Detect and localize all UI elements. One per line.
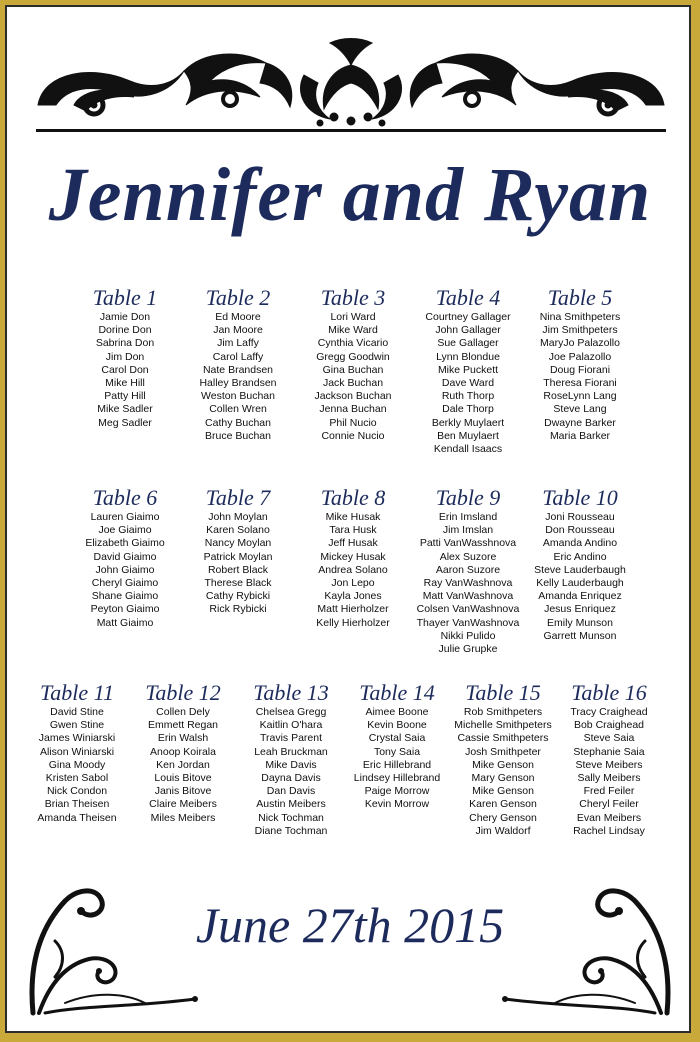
guest-name: Jeff Husak [328, 537, 378, 550]
guest-name: Nick Tochman [258, 811, 324, 824]
table-label: Table 1 [92, 285, 158, 310]
guest-name: Lynn Blondue [436, 350, 500, 363]
guest-name: Weston Buchan [201, 390, 275, 403]
guest-name: Erin Walsh [157, 732, 209, 745]
guest-name: Jim Laffy [217, 337, 259, 350]
guest-name: Rachel Lindsay [573, 824, 645, 837]
guest-name: Kristen Sabol [45, 772, 109, 785]
guest-name: Halley Brandsen [199, 377, 277, 390]
guest-name: Karen Genson [469, 798, 537, 811]
guest-name: Dwayne Barker [544, 416, 616, 429]
guest-name: Joe Palazollo [548, 350, 612, 363]
guest-name: Kelly Lauderbaugh [536, 577, 624, 590]
table-12-block [127, 680, 239, 825]
guest-name: Mike Davis [265, 758, 317, 771]
guest-name: Nick Condon [46, 785, 108, 798]
guest-name: Kevin Morrow [364, 798, 430, 811]
guest-name: Jesus Enriquez [544, 603, 616, 616]
guest-name: Don Rousseau [545, 524, 615, 537]
guest-name: Erin Imsland [438, 511, 498, 523]
table-label: Table 8 [320, 485, 386, 510]
guest-name: Eric Hillebrand [362, 758, 432, 771]
guest-name: Patti VanWasshnova [419, 537, 517, 550]
guest-name: Lauren Giaimo [90, 511, 160, 523]
guest-name: Rob Smithpeters [463, 706, 543, 718]
table-5-block [517, 285, 643, 443]
guest-name: Chelsea Gregg [255, 706, 327, 718]
guest-name: Nina Smithpeters [539, 311, 621, 323]
guest-name: Jack Buchan [322, 377, 384, 390]
table-label: Table 12 [145, 680, 221, 705]
guest-name: Dale Thorp [442, 403, 494, 416]
guest-name: Jamie Don [99, 311, 151, 323]
seating-chart-page [5, 5, 691, 1033]
guest-name: Ken Jordan [156, 758, 210, 771]
guest-name: Mike Hill [105, 377, 145, 390]
guest-name: Jon Lepo [331, 577, 375, 590]
table-label: Table 10 [542, 485, 618, 510]
table-label: Table 7 [205, 485, 271, 510]
guest-name: Mary Genson [471, 772, 535, 785]
guest-name: Cathy Buchan [205, 416, 271, 429]
table-2-block [175, 285, 301, 443]
guest-name: Gwen Stine [49, 719, 105, 732]
guest-name: Josh Smithpeter [465, 745, 541, 758]
guest-name: MaryJo Palazollo [540, 337, 620, 350]
guest-list [21, 706, 133, 825]
guest-name: Peyton Giaimo [90, 603, 160, 616]
guest-name: Nancy Moylan [204, 537, 272, 550]
table-label: Table 13 [253, 680, 329, 705]
table-16-block [553, 680, 665, 838]
table-7-block [175, 485, 301, 617]
guest-name: Mickey Husak [320, 550, 386, 563]
guest-name: Shane Giaimo [91, 590, 159, 603]
guest-name: Travis Parent [259, 732, 323, 745]
top-flourish-ornament [34, 35, 668, 135]
guest-name: Connie Nucio [321, 429, 385, 442]
guest-name: Dave Ward [441, 377, 495, 390]
guest-name: Patrick Moylan [203, 550, 273, 563]
table-label: Table 9 [435, 485, 501, 510]
guest-name: Evan Meibers [576, 811, 642, 824]
guest-name: Matt Hierholzer [317, 603, 389, 616]
table-8-block [290, 485, 416, 630]
guest-name: Collen Wren [209, 403, 267, 416]
guest-name: Sabrina Don [95, 337, 155, 350]
guest-name: Gina Moody [48, 758, 106, 771]
table-label: Table 14 [359, 680, 435, 705]
guest-name: Thayer VanWashnova [416, 616, 520, 629]
guest-name: Rick Rybicki [209, 603, 267, 616]
guest-name: Julie Grupke [438, 643, 498, 656]
guest-name: Joe Giaimo [98, 524, 152, 537]
couple-names-title: Jennifer and Ryan [48, 153, 652, 237]
guest-name: David Stine [50, 706, 104, 718]
guest-name: Jenna Buchan [319, 403, 387, 416]
guest-name: Stephanie Saia [573, 745, 645, 758]
guest-name: RoseLynn Lang [543, 390, 617, 403]
guest-name: Mike Ward [328, 324, 378, 337]
guest-name: Cathy Rybicki [205, 590, 271, 603]
guest-name: Miles Meibers [150, 811, 216, 824]
guest-name: Colsen VanWashnova [416, 603, 520, 616]
guest-list [290, 511, 416, 630]
guest-list [235, 706, 347, 838]
guest-name: Crystal Saia [368, 732, 426, 745]
guest-name: Kayla Jones [324, 590, 382, 603]
guest-name: Patty Hill [104, 390, 146, 403]
guest-name: Elizabeth Giaimo [85, 537, 165, 550]
table-13-block [235, 680, 347, 838]
guest-name: Andrea Solano [318, 563, 388, 576]
guest-name: John Moylan [208, 511, 268, 523]
guest-list [175, 511, 301, 617]
guest-name: Gregg Goodwin [316, 350, 390, 363]
guest-name: Theresa Fiorani [543, 377, 617, 390]
guest-name: Janis Bitove [154, 785, 212, 798]
guest-list [405, 311, 531, 456]
table-14-block [341, 680, 453, 812]
guest-name: Lindsey Hillebrand [353, 772, 441, 785]
guest-name: Eric Andino [553, 550, 607, 563]
guest-name: Bob Craighead [573, 719, 645, 732]
guest-name: Jim Waldorf [475, 824, 531, 837]
guest-name: Brian Theisen [44, 798, 110, 811]
guest-name: Jan Moore [213, 324, 263, 337]
wedding-date: June 27th 2015 [195, 897, 505, 953]
guest-name: Steve Lang [553, 403, 607, 416]
guest-name: Kendall Isaacs [433, 443, 503, 456]
guest-name: Kevin Boone [367, 719, 427, 732]
guest-name: Claire Meibers [149, 798, 217, 811]
guest-name: Gina Buchan [322, 363, 384, 376]
guest-name: John Gallager [435, 324, 501, 337]
guest-list [517, 311, 643, 443]
guest-name: Dayna Davis [261, 772, 321, 785]
guest-name: Ben Muylaert [437, 429, 499, 442]
guest-name: Joni Rousseau [545, 511, 615, 523]
guest-list [553, 706, 665, 838]
guest-name: Alex Suzore [439, 550, 497, 563]
guest-name: Chery Genson [469, 811, 537, 824]
guest-name: Tracy Craighead [570, 706, 648, 718]
table-9-block [405, 485, 531, 656]
guest-name: Cheryl Giaimo [91, 577, 159, 590]
table-label: Table 4 [435, 285, 501, 310]
guest-name: Carol Don [101, 363, 149, 376]
table-6-block [62, 485, 188, 630]
guest-name: Tony Saia [373, 745, 421, 758]
guest-name: Mike Sadler [97, 403, 153, 416]
table-4-block [405, 285, 531, 456]
guest-name: David Giaimo [93, 550, 157, 563]
guest-list [405, 511, 531, 656]
table-15-block [447, 680, 559, 838]
table-3-block [290, 285, 416, 443]
guest-name: Anoop Koirala [150, 745, 216, 758]
guest-list [517, 511, 643, 643]
guest-name: Mike Puckett [437, 363, 499, 376]
guest-name: Fred Feiler [583, 785, 635, 798]
guest-name: Karen Solano [206, 524, 270, 537]
guest-name: Mike Genson [472, 785, 534, 798]
guest-name: Matt Giaimo [96, 616, 154, 629]
guest-list [62, 511, 188, 630]
guest-name: James Winiarski [38, 732, 116, 745]
guest-list [127, 706, 239, 825]
guest-name: Garrett Munson [543, 629, 617, 642]
guest-name: Steve Meibers [575, 758, 643, 771]
table-label: Table 15 [465, 680, 541, 705]
guest-name: Dorine Don [98, 324, 152, 337]
guest-name: Jackson Buchan [314, 390, 392, 403]
guest-list [175, 311, 301, 443]
guest-name: Kaitlin O'hara [259, 719, 323, 732]
guest-name: Nikki Pulido [440, 629, 496, 642]
guest-name: Aaron Suzore [435, 563, 501, 576]
guest-name: Cynthia Vicario [317, 337, 389, 350]
guest-name: Nate Brandsen [202, 363, 274, 376]
guest-name: Emmett Regan [147, 719, 219, 732]
guest-name: Courtney Gallager [425, 311, 511, 323]
guest-name: Berkly Muylaert [431, 416, 505, 429]
guest-name: Amanda Theisen [37, 811, 117, 824]
guest-name: John Giaimo [95, 563, 155, 576]
guest-list [447, 706, 559, 838]
guest-name: Ray VanWashnova [423, 577, 513, 590]
guest-name: Tara Husk [329, 524, 377, 537]
guest-name: Leah Bruckman [254, 745, 328, 758]
guest-name: Sally Meibers [577, 772, 641, 785]
table-label: Table 16 [571, 680, 647, 705]
guest-name: Jim Don [105, 350, 145, 363]
guest-name: Steve Lauderbaugh [534, 563, 626, 576]
guest-name: Mike Husak [325, 511, 381, 523]
guest-name: Diane Tochman [254, 824, 328, 837]
guest-name: Austin Meibers [256, 798, 326, 811]
guest-name: Carol Laffy [212, 350, 264, 363]
guest-name: Jim Smithpeters [542, 324, 618, 337]
guest-name: Cassie Smithpeters [457, 732, 549, 745]
table-10-block [517, 485, 643, 643]
guest-name: Amanda Enriquez [538, 590, 622, 603]
guest-name: Paige Morrow [364, 785, 430, 798]
table-label: Table 11 [40, 680, 114, 705]
guest-name: Louis Bitove [154, 772, 212, 785]
guest-name: Mike Genson [472, 758, 534, 771]
guest-name: Bruce Buchan [205, 429, 271, 442]
guest-name: Therese Black [204, 577, 272, 590]
guest-name: Amanda Andino [542, 537, 618, 550]
table-label: Table 5 [547, 285, 613, 310]
guest-list [341, 706, 453, 812]
guest-name: Aimee Boone [365, 706, 429, 718]
guest-name: Sue Gallager [437, 337, 499, 350]
guest-name: Lori Ward [330, 311, 376, 323]
table-label: Table 6 [92, 485, 158, 510]
guest-list [62, 311, 188, 430]
table-label: Table 2 [205, 285, 271, 310]
guest-name: Collen Dely [156, 706, 210, 718]
guest-name: Cheryl Feiler [579, 798, 639, 811]
guest-name: Dan Davis [266, 785, 316, 798]
guest-name: Robert Black [207, 563, 269, 576]
guest-name: Alison Winiarski [39, 745, 115, 758]
table-label: Table 3 [320, 285, 386, 310]
guest-name: Meg Sadler [98, 416, 152, 429]
guest-name: Michelle Smithpeters [454, 719, 552, 732]
guest-name: Ruth Thorp [441, 390, 495, 403]
guest-list [290, 311, 416, 443]
guest-name: Ed Moore [215, 311, 261, 323]
guest-name: Steve Saia [583, 732, 635, 745]
guest-name: Matt VanWashnova [422, 590, 514, 603]
guest-name: Doug Fiorani [549, 363, 611, 376]
guest-name: Emily Munson [547, 616, 613, 629]
table-1-block [62, 285, 188, 430]
table-11-block [21, 680, 133, 825]
guest-name: Maria Barker [549, 429, 611, 442]
guest-name: Phil Nucio [329, 416, 377, 429]
guest-name: Kelly Hierholzer [316, 616, 390, 629]
guest-name: Jim Imslan [442, 524, 494, 537]
